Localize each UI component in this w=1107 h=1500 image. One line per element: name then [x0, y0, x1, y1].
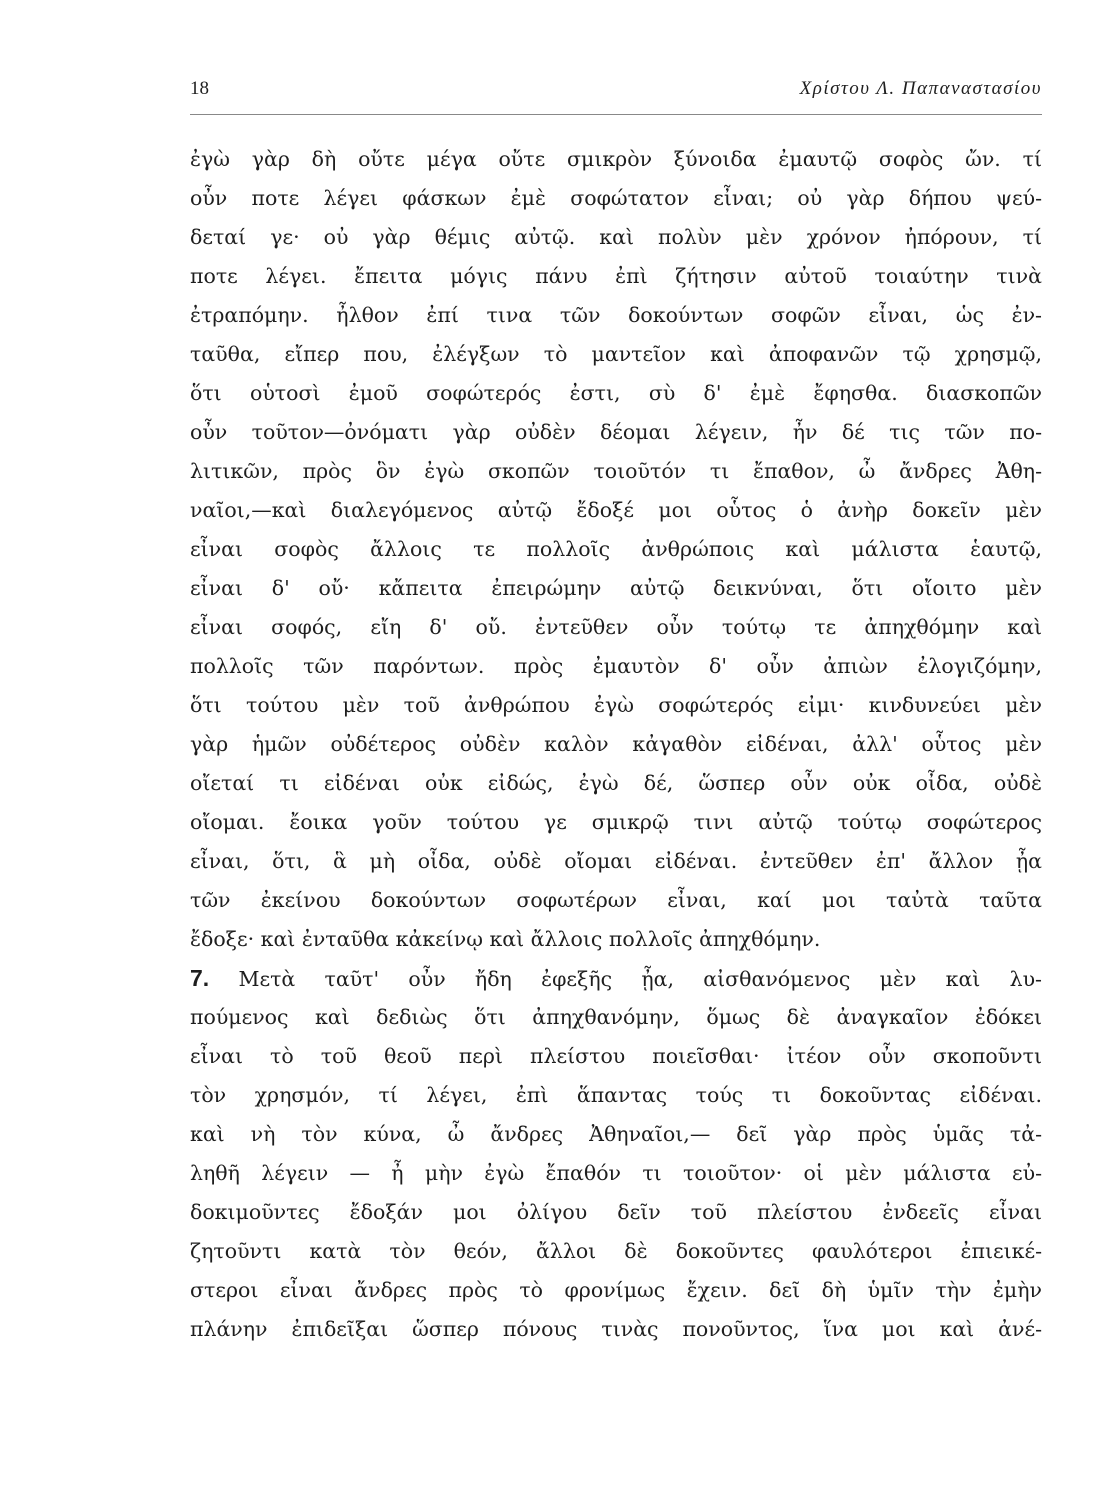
text-line: ποτε λέγει. ἔπειτα μόγις πάνυ ἐπὶ ζήτησιν αὐτοῦ τοιαύτην τινὰ: [190, 264, 1042, 288]
text-line: ληθῆ λέγειν — ἦ μὴν ἐγὼ ἔπαθόν τι τοιοῦτον· οἱ μὲν μάλιστα εὐ-: [190, 1161, 1042, 1185]
text-line: ἔδοξε· καὶ ἐνταῦθα κἀκείνῳ καὶ ἄλλοις πολλοῖς ἀπηχθόμην.: [190, 927, 821, 951]
text-line: πούμενος καὶ δεδιὼς ὅτι ἀπηχθανόμην, ὅμως δὲ ἀναγκαῖον ἐδόκει: [190, 1005, 1042, 1029]
text-line: ὅτι τούτου μὲν τοῦ ἀνθρώπου ἐγὼ σοφώτερός εἰμι· κινδυνεύει μὲν: [190, 693, 1042, 717]
text-line: εἶναι σοφός, εἴη δ' οὔ. ἐντεῦθεν οὖν τούτῳ τε ἀπηχθόμην καὶ: [190, 615, 1042, 639]
text-line: ἐτραπόμην. ἦλθον ἐπί τινα τῶν δοκούντων σοφῶν εἶναι, ὡς ἐν-: [190, 303, 1042, 327]
text-line: ζητοῦντι κατὰ τὸν θεόν, ἄλλοι δὲ δοκοῦντες φαυλότεροι ἐπιεικέ-: [190, 1239, 1042, 1263]
text-line: ταῦθα, εἴπερ που, ἐλέγξων τὸ μαντεῖον καὶ ἀποφανῶν τῷ χρησμῷ,: [190, 342, 1042, 366]
section-number: 7.: [190, 965, 210, 991]
text-line: Μετὰ ταῦτ' οὖν ἤδη ἐφεξῆς ᾖα, αἰσθανόμενος μὲν καὶ λυ-: [238, 967, 1042, 991]
text-line: στεροι εἶναι ἄνδρες πρὸς τὸ φρονίμως ἔχειν. δεῖ δὴ ὑμῖν τὴν ἐμὴν: [190, 1278, 1042, 1302]
text-line: γὰρ ἡμῶν οὐδέτερος οὐδὲν καλὸν κἀγαθὸν εἰδέναι, ἀλλ' οὗτος μὲν: [190, 732, 1042, 756]
text-line: ἐγὼ γὰρ δὴ οὔτε μέγα οὔτε σμικρὸν ξύνοιδα ἐμαυτῷ σοφὸς ὤν. τί: [190, 147, 1042, 171]
header-rule: [190, 114, 1042, 115]
text-line: τὸν χρησμόν, τί λέγει, ἐπὶ ἅπαντας τούς τι δοκοῦντας εἰδέναι.: [190, 1083, 1042, 1107]
text-line: τῶν ἐκείνου δοκούντων σοφωτέρων εἶναι, καί μοι ταὐτὰ ταῦτα: [190, 888, 1042, 912]
text-line: εἶναι δ' οὔ· κἄπειτα ἐπειρώμην αὐτῷ δεικνύναι, ὅτι οἴοιτο μὲν: [190, 576, 1042, 600]
text-line: ναῖοι,—καὶ διαλεγόμενος αὐτῷ ἔδοξέ μοι οὗτος ὁ ἀνὴρ δοκεῖν μὲν: [190, 498, 1042, 522]
text-line: δοκιμοῦντες ἔδοξάν μοι ὀλίγου δεῖν τοῦ πλείστου ἐνδεεῖς εἶναι: [190, 1200, 1042, 1224]
text-line: εἶναι, ὅτι, ἃ μὴ οἶδα, οὐδὲ οἴομαι εἰδέναι. ἐντεῦθεν ἐπ' ἄλλον ᾖα: [190, 849, 1042, 873]
text-line: ὅτι οὑτοσὶ ἐμοῦ σοφώτερός ἐστι, σὺ δ' ἐμὲ ἔφησθα. διασκοπῶν: [190, 381, 1042, 405]
running-head: Χρίστου Λ. Παπαναστασίου: [799, 78, 1042, 99]
text-line: οὖν τοῦτον—ὀνόματι γὰρ οὐδὲν δέομαι λέγειν, ἦν δέ τις τῶν πο-: [190, 420, 1042, 444]
text-line: πλάνην ἐπιδεῖξαι ὥσπερ πόνους τινὰς πονοῦντος, ἵνα μοι καὶ ἀνέ-: [190, 1317, 1042, 1341]
text-line: καὶ νὴ τὸν κύνα, ὦ ἄνδρες Ἀθηναῖοι,— δεῖ γὰρ πρὸς ὑμᾶς τἀ-: [190, 1122, 1042, 1146]
text-line: πολλοῖς τῶν παρόντων. πρὸς ἐμαυτὸν δ' οὖν ἀπιὼν ἐλογιζόμην,: [190, 654, 1042, 678]
text-line: οἴομαι. ἔοικα γοῦν τούτου γε σμικρῷ τινι αὐτῷ τούτῳ σοφώτερος: [190, 810, 1042, 834]
page-header: [190, 78, 1042, 108]
text-line: εἶναι τὸ τοῦ θεοῦ περὶ πλείστου ποιεῖσθαι· ἰτέον οὖν σκοποῦντι: [190, 1044, 1042, 1068]
page-number: 18: [190, 78, 209, 99]
text-line: οὖν ποτε λέγει φάσκων ἐμὲ σοφώτατον εἶναι; οὐ γὰρ δήπου ψεύ-: [190, 186, 1042, 210]
text-line: οἴεταί τι εἰδέναι οὐκ εἰδώς, ἐγὼ δέ, ὥσπερ οὖν οὐκ οἶδα, οὐδὲ: [190, 771, 1042, 795]
section-start-line: [190, 959, 1042, 998]
body-text: [190, 140, 1042, 1349]
text-line: δεταί γε· οὐ γὰρ θέμις αὐτῷ. καὶ πολὺν μὲν χρόνον ἠπόρουν, τί: [190, 225, 1042, 249]
text-line: εἶναι σοφὸς ἄλλοις τε πολλοῖς ἀνθρώποις καὶ μάλιστα ἑαυτῷ,: [190, 537, 1042, 561]
text-line: λιτικῶν, πρὸς ὃν ἐγὼ σκοπῶν τοιοῦτόν τι ἔπαθον, ὦ ἄνδρες Ἀθη-: [190, 459, 1042, 483]
